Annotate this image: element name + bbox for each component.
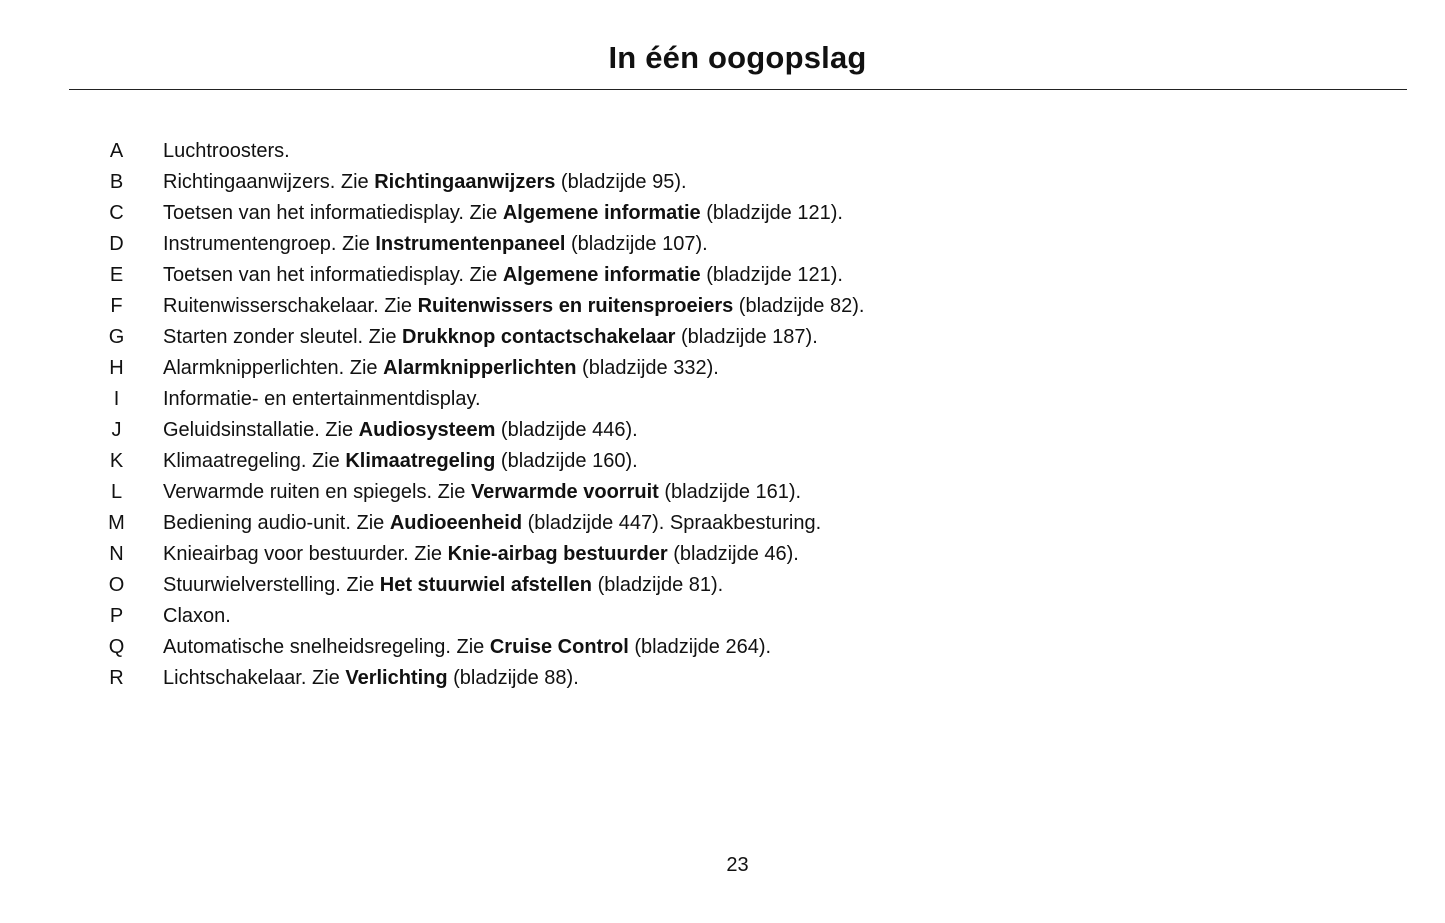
legend-reference-link[interactable]: Alarmknipperlichten: [383, 357, 577, 379]
legend-description: Knieairbag voor bestuurder. Zie: [163, 543, 448, 565]
legend-text: [163, 136, 290, 167]
legend-description: Klimaatregeling. Zie: [163, 450, 346, 472]
legend-item-j: [0, 415, 1445, 446]
legend-page-ref: (bladzijde 447). Spraakbesturing.: [522, 512, 822, 534]
legend-letter: K: [109, 450, 124, 472]
legend-text: [163, 477, 801, 508]
legend-description: Toetsen van het informatiedisplay. Zie: [163, 202, 503, 224]
legend-item-g: [0, 322, 1445, 353]
legend-description: Claxon.: [163, 605, 231, 627]
legend-item-p: [0, 601, 1445, 632]
legend-text: [163, 291, 864, 322]
legend-item-l: [0, 477, 1445, 508]
legend-item-k: [0, 446, 1445, 477]
legend-description: Richtingaanwijzers. Zie: [163, 171, 375, 193]
legend-reference-link[interactable]: Klimaatregeling: [345, 450, 496, 472]
legend-page-ref: (bladzijde 121).: [700, 264, 843, 286]
legend-reference-link[interactable]: Verlichting: [345, 667, 448, 689]
legend-text: [163, 508, 821, 539]
legend-letter: Q: [108, 636, 125, 658]
legend-text: [163, 229, 708, 260]
legend-page-ref: (bladzijde 446).: [495, 419, 638, 441]
title-divider: [69, 89, 1407, 90]
legend-description: Luchtroosters.: [163, 140, 290, 162]
legend-reference-link[interactable]: Audiosysteem: [358, 419, 496, 441]
legend-letter: C: [109, 202, 124, 224]
legend-reference-link[interactable]: Cruise Control: [489, 636, 629, 658]
legend-reference-link[interactable]: Algemene informatie: [502, 202, 701, 224]
legend-item-a: [0, 136, 1445, 167]
legend-item-d: [0, 229, 1445, 260]
legend-text: [163, 570, 723, 601]
legend-item-q: [0, 632, 1445, 663]
legend-reference-link[interactable]: Het stuurwiel afstellen: [379, 574, 593, 596]
legend-text: [163, 384, 481, 415]
legend-page-ref: (bladzijde 121).: [700, 202, 843, 224]
legend-letter: E: [109, 264, 124, 286]
legend-text: [163, 601, 231, 632]
legend-letter: I: [113, 388, 120, 410]
legend-letter: L: [110, 481, 123, 503]
legend-page-ref: (bladzijde 95).: [555, 171, 687, 193]
legend-description: Instrumentengroep. Zie: [163, 233, 376, 255]
legend-text: [163, 663, 579, 694]
legend-item-i: [0, 384, 1445, 415]
legend-text: [163, 415, 638, 446]
legend-description: Ruitenwisserschakelaar. Zie: [163, 295, 418, 317]
page-title: In één oogopslag: [608, 40, 867, 75]
legend-description: Verwarmde ruiten en spiegels. Zie: [163, 481, 471, 503]
legend-page-ref: (bladzijde 46).: [667, 543, 799, 565]
legend-description: Bediening audio-unit. Zie: [163, 512, 390, 534]
legend-letter: M: [108, 512, 125, 534]
legend-item-f: [0, 291, 1445, 322]
legend-item-c: [0, 198, 1445, 229]
legend-letter: G: [108, 326, 125, 348]
legend-item-e: [0, 260, 1445, 291]
legend-text: [163, 198, 843, 229]
legend-item-r: [0, 663, 1445, 694]
legend-description: Informatie- en entertainmentdisplay.: [163, 388, 481, 410]
legend-page-ref: (bladzijde 332).: [576, 357, 719, 379]
legend-item-b: [0, 167, 1445, 198]
legend-letter: O: [108, 574, 125, 596]
legend-letter: P: [109, 605, 124, 627]
legend-reference-link[interactable]: Algemene informatie: [502, 264, 701, 286]
legend-letter: F: [110, 295, 123, 317]
legend-description: Lichtschakelaar. Zie: [163, 667, 346, 689]
legend-description: Geluidsinstallatie. Zie: [163, 419, 359, 441]
legend-letter: N: [109, 543, 124, 565]
legend-letter: H: [109, 357, 124, 379]
legend-reference-link[interactable]: Verwarmde voorruit: [470, 481, 659, 503]
legend-item-o: [0, 570, 1445, 601]
legend-text: [163, 322, 818, 353]
legend-reference-link[interactable]: Instrumentenpaneel: [375, 233, 566, 255]
legend-reference-link[interactable]: Ruitenwissers en ruitensproeiers: [417, 295, 734, 317]
legend-item-m: [0, 508, 1445, 539]
legend-description: Automatische snelheidsregeling. Zie: [163, 636, 490, 658]
legend-description: Starten zonder sleutel. Zie: [163, 326, 403, 348]
legend-text: [163, 632, 771, 663]
legend-list: [0, 136, 1445, 694]
legend-item-h: [0, 353, 1445, 384]
legend-page-ref: (bladzijde 264).: [628, 636, 772, 658]
legend-reference-link[interactable]: Drukknop contactschakelaar: [402, 326, 676, 348]
legend-letter: B: [109, 171, 124, 193]
legend-reference-link[interactable]: Audioeenheid: [389, 512, 523, 534]
legend-letter: R: [109, 667, 124, 689]
legend-page-ref: (bladzijde 107).: [565, 233, 708, 255]
legend-page-ref: (bladzijde 81).: [592, 574, 724, 596]
legend-text: [163, 446, 638, 477]
legend-page-ref: (bladzijde 82).: [733, 295, 865, 317]
page-number: 23: [726, 854, 749, 876]
legend-description: Stuurwielverstelling. Zie: [163, 574, 380, 596]
legend-text: [163, 167, 687, 198]
legend-letter: D: [109, 233, 124, 255]
legend-item-n: [0, 539, 1445, 570]
legend-page-ref: (bladzijde 88).: [447, 667, 579, 689]
legend-letter: A: [109, 140, 124, 162]
legend-page-ref: (bladzijde 161).: [658, 481, 802, 503]
legend-text: [163, 353, 719, 384]
legend-text: [163, 260, 843, 291]
legend-text: [163, 539, 799, 570]
legend-letter: J: [111, 419, 122, 441]
legend-page-ref: (bladzijde 187).: [675, 326, 818, 348]
legend-reference-link[interactable]: Richtingaanwijzers: [374, 171, 556, 193]
legend-page-ref: (bladzijde 160).: [495, 450, 638, 472]
legend-description: Toetsen van het informatiedisplay. Zie: [163, 264, 503, 286]
legend-reference-link[interactable]: Knie-airbag bestuurder: [447, 543, 668, 565]
legend-description: Alarmknipperlichten. Zie: [163, 357, 384, 379]
